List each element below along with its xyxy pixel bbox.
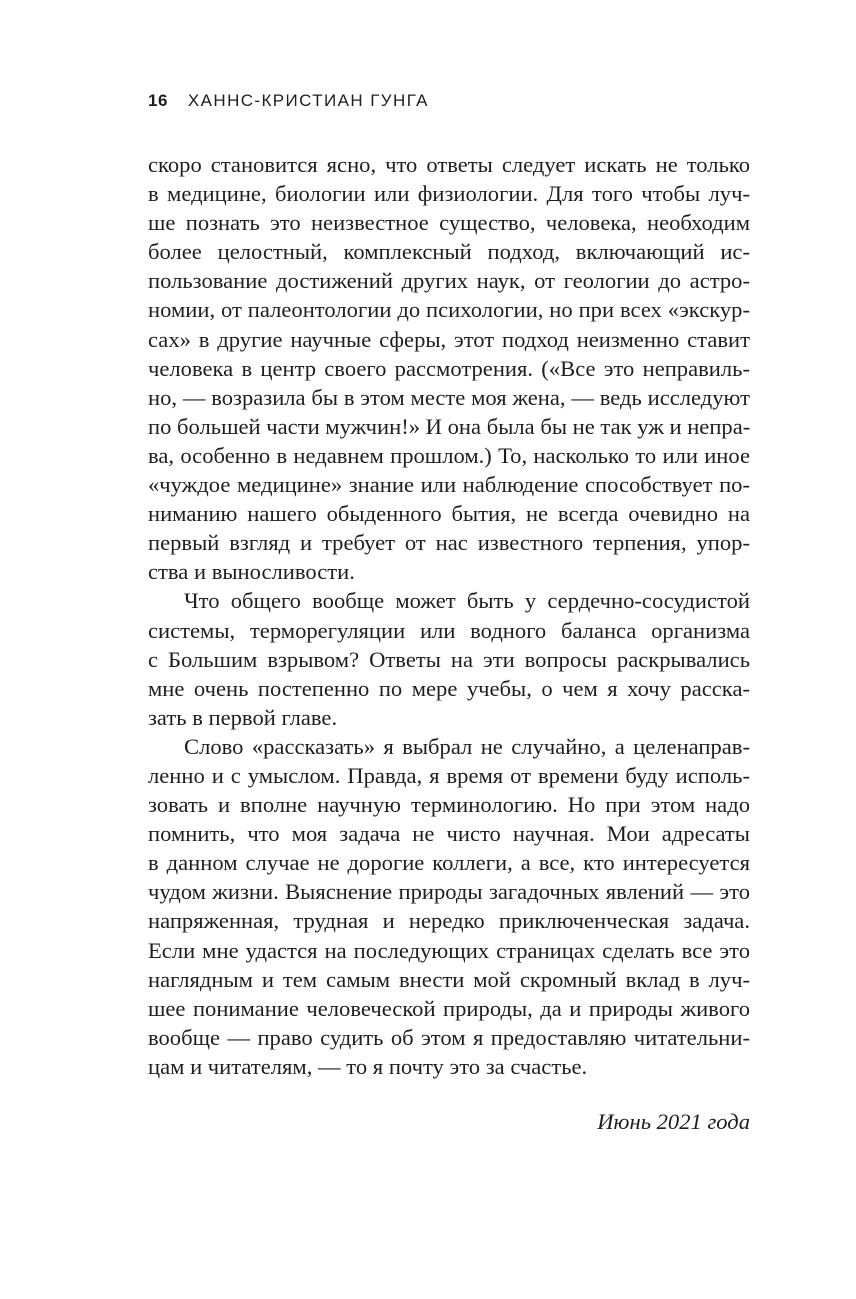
text-line: зать в первой главе. — [148, 704, 338, 730]
text-line: ниманию нашего обыденного бытия, не всегда очевидно на — [148, 501, 750, 527]
text-line: шее понимание человеческой природы, да и природы живого — [148, 995, 750, 1021]
text-line: первый взгляд и требует от нас известного терпения, упор- — [148, 530, 750, 556]
text-line: зовать и вполне научную терминологию. Но при этом надо — [148, 792, 750, 818]
text-line: с Большим взрывом? Ответы на эти вопросы раскрывались — [148, 646, 750, 672]
text-line: в данном случае не дорогие коллеги, а все, кто интересуется — [148, 850, 750, 876]
paragraph — [148, 732, 750, 1081]
text-line: мне очень постепенно по мере учебы, о чем я хочу расска- — [148, 675, 750, 701]
text-line: вообще — право судить об этом я предоставляю читательни- — [148, 1024, 750, 1050]
text-line: ше познать это неизвестное существо, человека, необходим — [148, 210, 750, 236]
text-line: сах» в другие научные сферы, этот подход неизменно ставит — [148, 326, 750, 352]
text-line: чудом жизни. Выяснение природы загадочных явлений — это — [148, 879, 750, 905]
text-line: ленно и с умыслом. Правда, я время от времени буду исполь- — [148, 762, 750, 788]
date-signature: Июнь 2021 года — [597, 1109, 750, 1134]
text-line: пользование достижений других наук, от геологии до астро- — [148, 268, 750, 294]
text-line: цам и читателям, — то я почту это за счастье. — [148, 1053, 588, 1079]
text-line: человека в центр своего рассмотрения. («Все это неправиль- — [148, 355, 750, 381]
text-line: ва, особенно в недавнем прошлом.) То, насколько то или иное — [148, 442, 750, 468]
text-line: «чуждое медицине» знание или наблюдение способствует по- — [148, 472, 750, 498]
paragraph — [148, 586, 750, 731]
text-line: но, — возразила бы в этом месте моя жена, — ведь исследуют — [148, 384, 750, 410]
body-text — [148, 150, 750, 1081]
text-line: Слово «рассказать» я выбрал не случайно, а целенаправ- — [184, 733, 750, 759]
page-number: 16 — [148, 91, 168, 110]
running-head — [148, 91, 429, 119]
text-line: Что общего вообще может быть у сердечно-сосудистой — [184, 588, 750, 614]
text-line: напряженная, трудная и нередко приключенческая задача. — [148, 908, 750, 934]
text-line: Если мне удастся на последующих страницах сделать все это — [148, 937, 750, 963]
text-line: скоро становится ясно, что ответы следует искать не только — [148, 152, 750, 177]
text-line: номии, от палеонтологии до психологии, но при всех «экскур- — [148, 297, 750, 323]
text-line: по большей части мужчин!» И она была бы не так уж и непра- — [148, 413, 751, 439]
text-line: помнить, что моя задача не чисто научная. Мои адресаты — [148, 821, 750, 847]
running-title: ХАННС-КРИСТИАН ГУНГА — [187, 91, 429, 110]
text-line: ства и выносливости. — [148, 559, 355, 585]
text-line: наглядным и тем самым внести мой скромный вклад в луч- — [148, 966, 750, 992]
paragraph — [148, 150, 750, 586]
text-line: системы, терморегуляции или водного баланса организма — [148, 617, 750, 643]
text-line: более целостный, комплексный подход, включающий ис- — [148, 239, 750, 265]
text-line: в медицине, биологии или физиологии. Для того чтобы луч- — [148, 181, 750, 207]
